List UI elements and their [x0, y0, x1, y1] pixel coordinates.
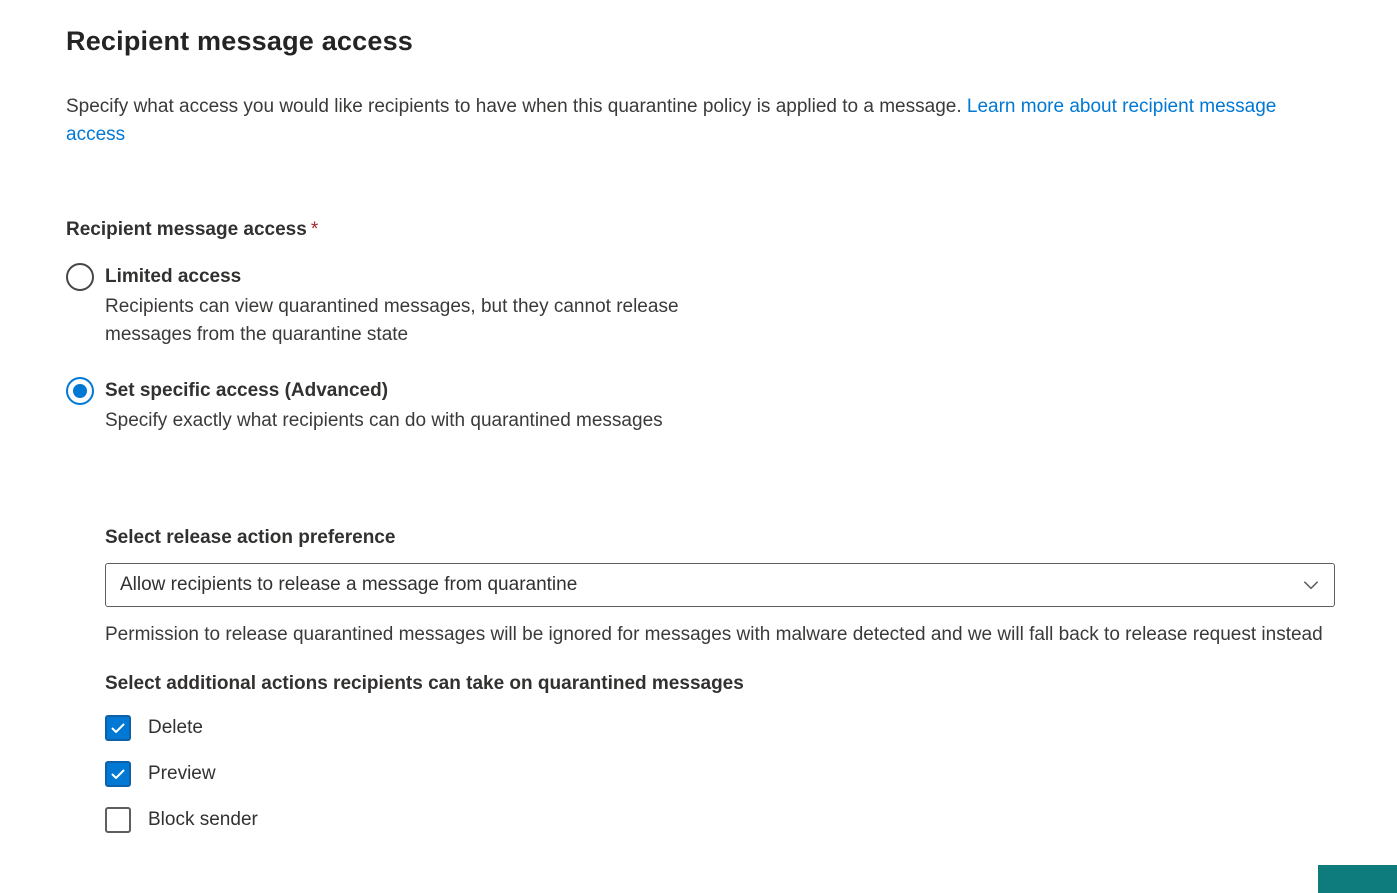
- radio-text-block: [105, 263, 770, 349]
- checkbox-row-preview[interactable]: [105, 761, 1335, 787]
- radio-description-limited-access: Recipients can view quarantined messages, but they cannot release messages from the quarantine state: [105, 296, 679, 345]
- radio-option-limited-access[interactable]: [66, 263, 1335, 349]
- release-action-label: Select release action preference: [105, 527, 396, 548]
- release-permission-note: Permission to release quarantined messages will be ignored for messages with malware detected and we will fall back to release request instead: [105, 624, 1323, 645]
- checkbox-icon-delete[interactable]: [105, 715, 131, 741]
- additional-actions-label: Select additional actions recipients can take on quarantined messages: [105, 673, 744, 694]
- checkbox-row-delete[interactable]: [105, 715, 1335, 741]
- release-action-dropdown[interactable]: [105, 563, 1335, 607]
- radio-description-set-specific-access: Specify exactly what recipients can do with quarantined messages: [105, 410, 663, 431]
- radio-button-icon[interactable]: [66, 377, 94, 405]
- release-action-dropdown-value: Allow recipients to release a message from quarantine: [120, 574, 578, 595]
- access-radio-group: [66, 263, 1335, 435]
- chevron-down-icon: [1302, 576, 1320, 594]
- learn-more-link[interactable]: Learn more about recipient message access: [66, 96, 1277, 145]
- radio-label-set-specific-access: Set specific access (Advanced): [105, 380, 389, 401]
- checkbox-label-delete: Delete: [148, 717, 203, 738]
- checkmark-icon: [110, 720, 126, 736]
- checkbox-label-preview: Preview: [148, 763, 216, 784]
- radio-dot: [73, 384, 87, 398]
- page-title: Recipient message access: [66, 26, 414, 56]
- checkbox-icon-preview[interactable]: [105, 761, 131, 787]
- checkbox-label-block-sender: Block sender: [148, 809, 258, 830]
- field-label-recipient-message-access: [66, 219, 1335, 241]
- advanced-access-section: [105, 527, 1335, 833]
- intro-text: [66, 93, 1335, 149]
- checkmark-icon: [110, 766, 126, 782]
- field-label-text: Recipient message access: [66, 219, 307, 240]
- radio-button-icon[interactable]: [66, 263, 94, 291]
- radio-option-set-specific-access[interactable]: [66, 377, 1335, 435]
- feedback-button[interactable]: [1318, 865, 1397, 893]
- checkbox-row-block-sender[interactable]: [105, 807, 1335, 833]
- checkbox-icon-block-sender[interactable]: [105, 807, 131, 833]
- required-asterisk: *: [310, 219, 319, 240]
- radio-label-limited-access: Limited access: [105, 266, 242, 287]
- intro-description: Specify what access you would like recipients to have when this quarantine policy is applied to a message.: [66, 96, 962, 117]
- radio-text-block: [105, 377, 663, 435]
- additional-actions-checkbox-group: [105, 715, 1335, 833]
